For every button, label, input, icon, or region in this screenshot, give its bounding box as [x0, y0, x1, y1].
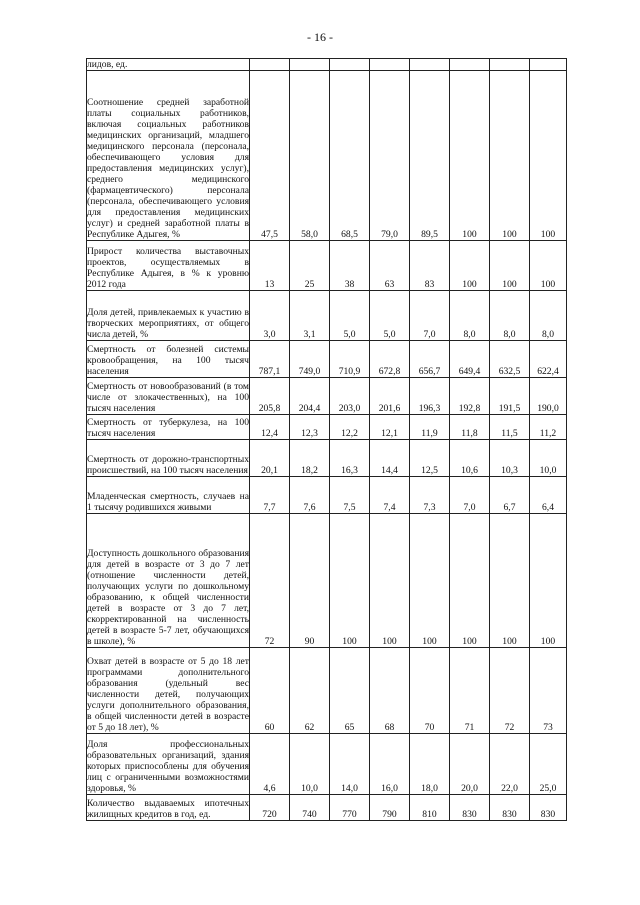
indicator-value: 740: [290, 795, 330, 821]
indicator-value: 656,7: [410, 341, 450, 378]
indicator-value: 100: [490, 71, 530, 241]
indicator-value: 8,0: [530, 291, 567, 341]
indicator-value: [250, 59, 290, 71]
indicator-value: 8,0: [450, 291, 490, 341]
indicator-value: 749,0: [290, 341, 330, 378]
indicator-value: 12,2: [330, 415, 370, 440]
indicator-label: Смертность от туберкулеза, на 100 тысяч населения: [87, 415, 250, 440]
page-number: - 16 -: [307, 30, 333, 44]
table-row: [87, 514, 567, 648]
indicator-value: [290, 59, 330, 71]
indicator-value: 20,0: [450, 734, 490, 795]
indicator-value: 790: [370, 795, 410, 821]
indicator-value: 14,4: [370, 440, 410, 477]
indicator-value: 632,5: [490, 341, 530, 378]
indicator-value: 5,0: [330, 291, 370, 341]
indicator-value: 12,5: [410, 440, 450, 477]
indicator-value: 14,0: [330, 734, 370, 795]
indicator-value: 100: [410, 514, 450, 648]
table-row: [87, 241, 567, 291]
indicator-value: 100: [530, 241, 567, 291]
indicator-label: Смертность от дорожно-транспортных происшествий, на 100 тысяч населения: [87, 440, 250, 477]
indicator-value: 810: [410, 795, 450, 821]
indicator-value: 4,6: [250, 734, 290, 795]
indicator-value: 7,5: [330, 477, 370, 514]
indicator-value: 11,2: [530, 415, 567, 440]
indicator-value: 13: [250, 241, 290, 291]
indicator-value: 68: [370, 648, 410, 734]
indicator-value: 11,9: [410, 415, 450, 440]
indicator-value: 8,0: [490, 291, 530, 341]
indicator-value: 83: [410, 241, 450, 291]
table-row: [87, 795, 567, 821]
indicator-value: 11,5: [490, 415, 530, 440]
indicator-value: 787,1: [250, 341, 290, 378]
indicator-value: 830: [530, 795, 567, 821]
indicator-label: Прирост количества выставочных проектов, осуществляемых в Республике Адыгея, в % к уровню 2012 года: [87, 241, 250, 291]
table-row: [87, 291, 567, 341]
indicator-value: 203,0: [330, 378, 370, 415]
indicator-value: 100: [530, 514, 567, 648]
indicator-label: Смертность от болезней системы кровообращения, на 100 тысяч населения: [87, 341, 250, 378]
indicator-value: 7,6: [290, 477, 330, 514]
indicator-label: Доступность дошкольного образования для детей в возрасте от 3 до 7 лет (отношение численности детей, получающих услуги по дошкольному образованию, к общей численности детей в возрасте от 3 до 7 лет, скорректированной на численность детей в возрасте 5-7 лет, обучающихся в школе), %: [87, 514, 250, 648]
indicator-value: 7,0: [410, 291, 450, 341]
indicator-value: 770: [330, 795, 370, 821]
indicator-value: 60: [250, 648, 290, 734]
indicator-value: [330, 59, 370, 71]
indicator-value: 191,5: [490, 378, 530, 415]
indicator-value: 12,3: [290, 415, 330, 440]
indicator-value: 205,8: [250, 378, 290, 415]
table-row: [87, 415, 567, 440]
indicator-label: Доля профессиональных образовательных организаций, здания которых приспособлены для обучения лиц с ограниченными возможностями здоровья, %: [87, 734, 250, 795]
indicator-value: 38: [330, 241, 370, 291]
table-row: [87, 648, 567, 734]
table-row: [87, 440, 567, 477]
indicator-value: 622,4: [530, 341, 567, 378]
indicator-value: 7,3: [410, 477, 450, 514]
indicator-value: 89,5: [410, 71, 450, 241]
indicator-value: 20,1: [250, 440, 290, 477]
indicator-value: 6,7: [490, 477, 530, 514]
indicator-value: [370, 59, 410, 71]
indicator-value: 204,4: [290, 378, 330, 415]
indicator-value: 6,4: [530, 477, 567, 514]
indicator-value: 10,3: [490, 440, 530, 477]
indicator-label: Количество выдаваемых ипотечных жилищных кредитов в год, ед.: [87, 795, 250, 821]
indicator-value: 47,5: [250, 71, 290, 241]
indicator-value: 100: [330, 514, 370, 648]
indicator-value: 100: [450, 514, 490, 648]
indicator-value: 672,8: [370, 341, 410, 378]
indicator-value: 720: [250, 795, 290, 821]
indicator-value: 830: [450, 795, 490, 821]
indicator-value: 25: [290, 241, 330, 291]
indicator-value: 5,0: [370, 291, 410, 341]
indicator-value: 90: [290, 514, 330, 648]
indicator-value: 10,0: [290, 734, 330, 795]
indicator-value: 63: [370, 241, 410, 291]
indicator-value: 12,4: [250, 415, 290, 440]
table-row: [87, 378, 567, 415]
indicator-value: 201,6: [370, 378, 410, 415]
indicator-value: 7,4: [370, 477, 410, 514]
indicator-label: Охват детей в возрасте от 5 до 18 лет программами дополнительного образования (удельный вес численности детей, получающих услуги дополнительного образования, в общей численности детей в возрасте от 5 до 18 лет), %: [87, 648, 250, 734]
indicator-label: Соотношение средней заработной платы социальных работников, включая социальных работников медицинских организаций, младшего медицинского персонала (персонала, обеспечивающего условия для предоставления медицинских услуг), среднего медицинского (фармацевтического) персонала (персонала, обеспечивающего условия для предоставления медицинских услуг) и средней заработной платы в Республике Адыгея, %: [87, 71, 250, 241]
indicator-value: 62: [290, 648, 330, 734]
indicator-label: Доля детей, привлекаемых к участию в творческих мероприятиях, от общего числа детей, %: [87, 291, 250, 341]
indicator-label: Младенческая смертность, случаев на 1 тысячу родившихся живыми: [87, 477, 250, 514]
indicator-value: 710,9: [330, 341, 370, 378]
indicator-value: 73: [530, 648, 567, 734]
indicator-value: 100: [450, 241, 490, 291]
indicator-value: 58,0: [290, 71, 330, 241]
indicator-value: 100: [530, 71, 567, 241]
indicator-value: [530, 59, 567, 71]
indicator-value: 71: [450, 648, 490, 734]
indicator-value: 16,0: [370, 734, 410, 795]
indicator-value: 79,0: [370, 71, 410, 241]
table-row: [87, 477, 567, 514]
indicator-value: 18,0: [410, 734, 450, 795]
table-row: [87, 59, 567, 71]
indicator-value: 7,0: [450, 477, 490, 514]
indicator-value: 65: [330, 648, 370, 734]
indicator-value: 10,0: [530, 440, 567, 477]
indicator-value: 190,0: [530, 378, 567, 415]
indicator-value: 22,0: [490, 734, 530, 795]
indicator-value: 70: [410, 648, 450, 734]
indicator-value: 68,5: [330, 71, 370, 241]
table-row: [87, 341, 567, 378]
indicator-label: Смертность от новообразований (в том числе от злокачественных), на 100 тысяч населения: [87, 378, 250, 415]
indicator-value: 192,8: [450, 378, 490, 415]
indicator-value: [490, 59, 530, 71]
indicator-value: 100: [490, 241, 530, 291]
indicator-label: лидов, ед.: [87, 59, 250, 71]
indicator-value: 16,3: [330, 440, 370, 477]
indicator-value: 100: [450, 71, 490, 241]
indicator-value: 11,8: [450, 415, 490, 440]
indicator-value: 12,1: [370, 415, 410, 440]
indicator-value: [410, 59, 450, 71]
indicator-value: 3,1: [290, 291, 330, 341]
indicators-table: [86, 58, 567, 821]
indicator-value: 830: [490, 795, 530, 821]
indicator-value: 7,7: [250, 477, 290, 514]
table-row: [87, 734, 567, 795]
indicator-value: 25,0: [530, 734, 567, 795]
indicator-value: 72: [490, 648, 530, 734]
indicator-value: 649,4: [450, 341, 490, 378]
indicator-value: 100: [490, 514, 530, 648]
indicator-value: [450, 59, 490, 71]
indicator-value: 100: [370, 514, 410, 648]
indicator-value: 72: [250, 514, 290, 648]
table-row: [87, 71, 567, 241]
indicator-value: 3,0: [250, 291, 290, 341]
indicator-value: 18,2: [290, 440, 330, 477]
indicator-value: 10,6: [450, 440, 490, 477]
indicator-value: 196,3: [410, 378, 450, 415]
